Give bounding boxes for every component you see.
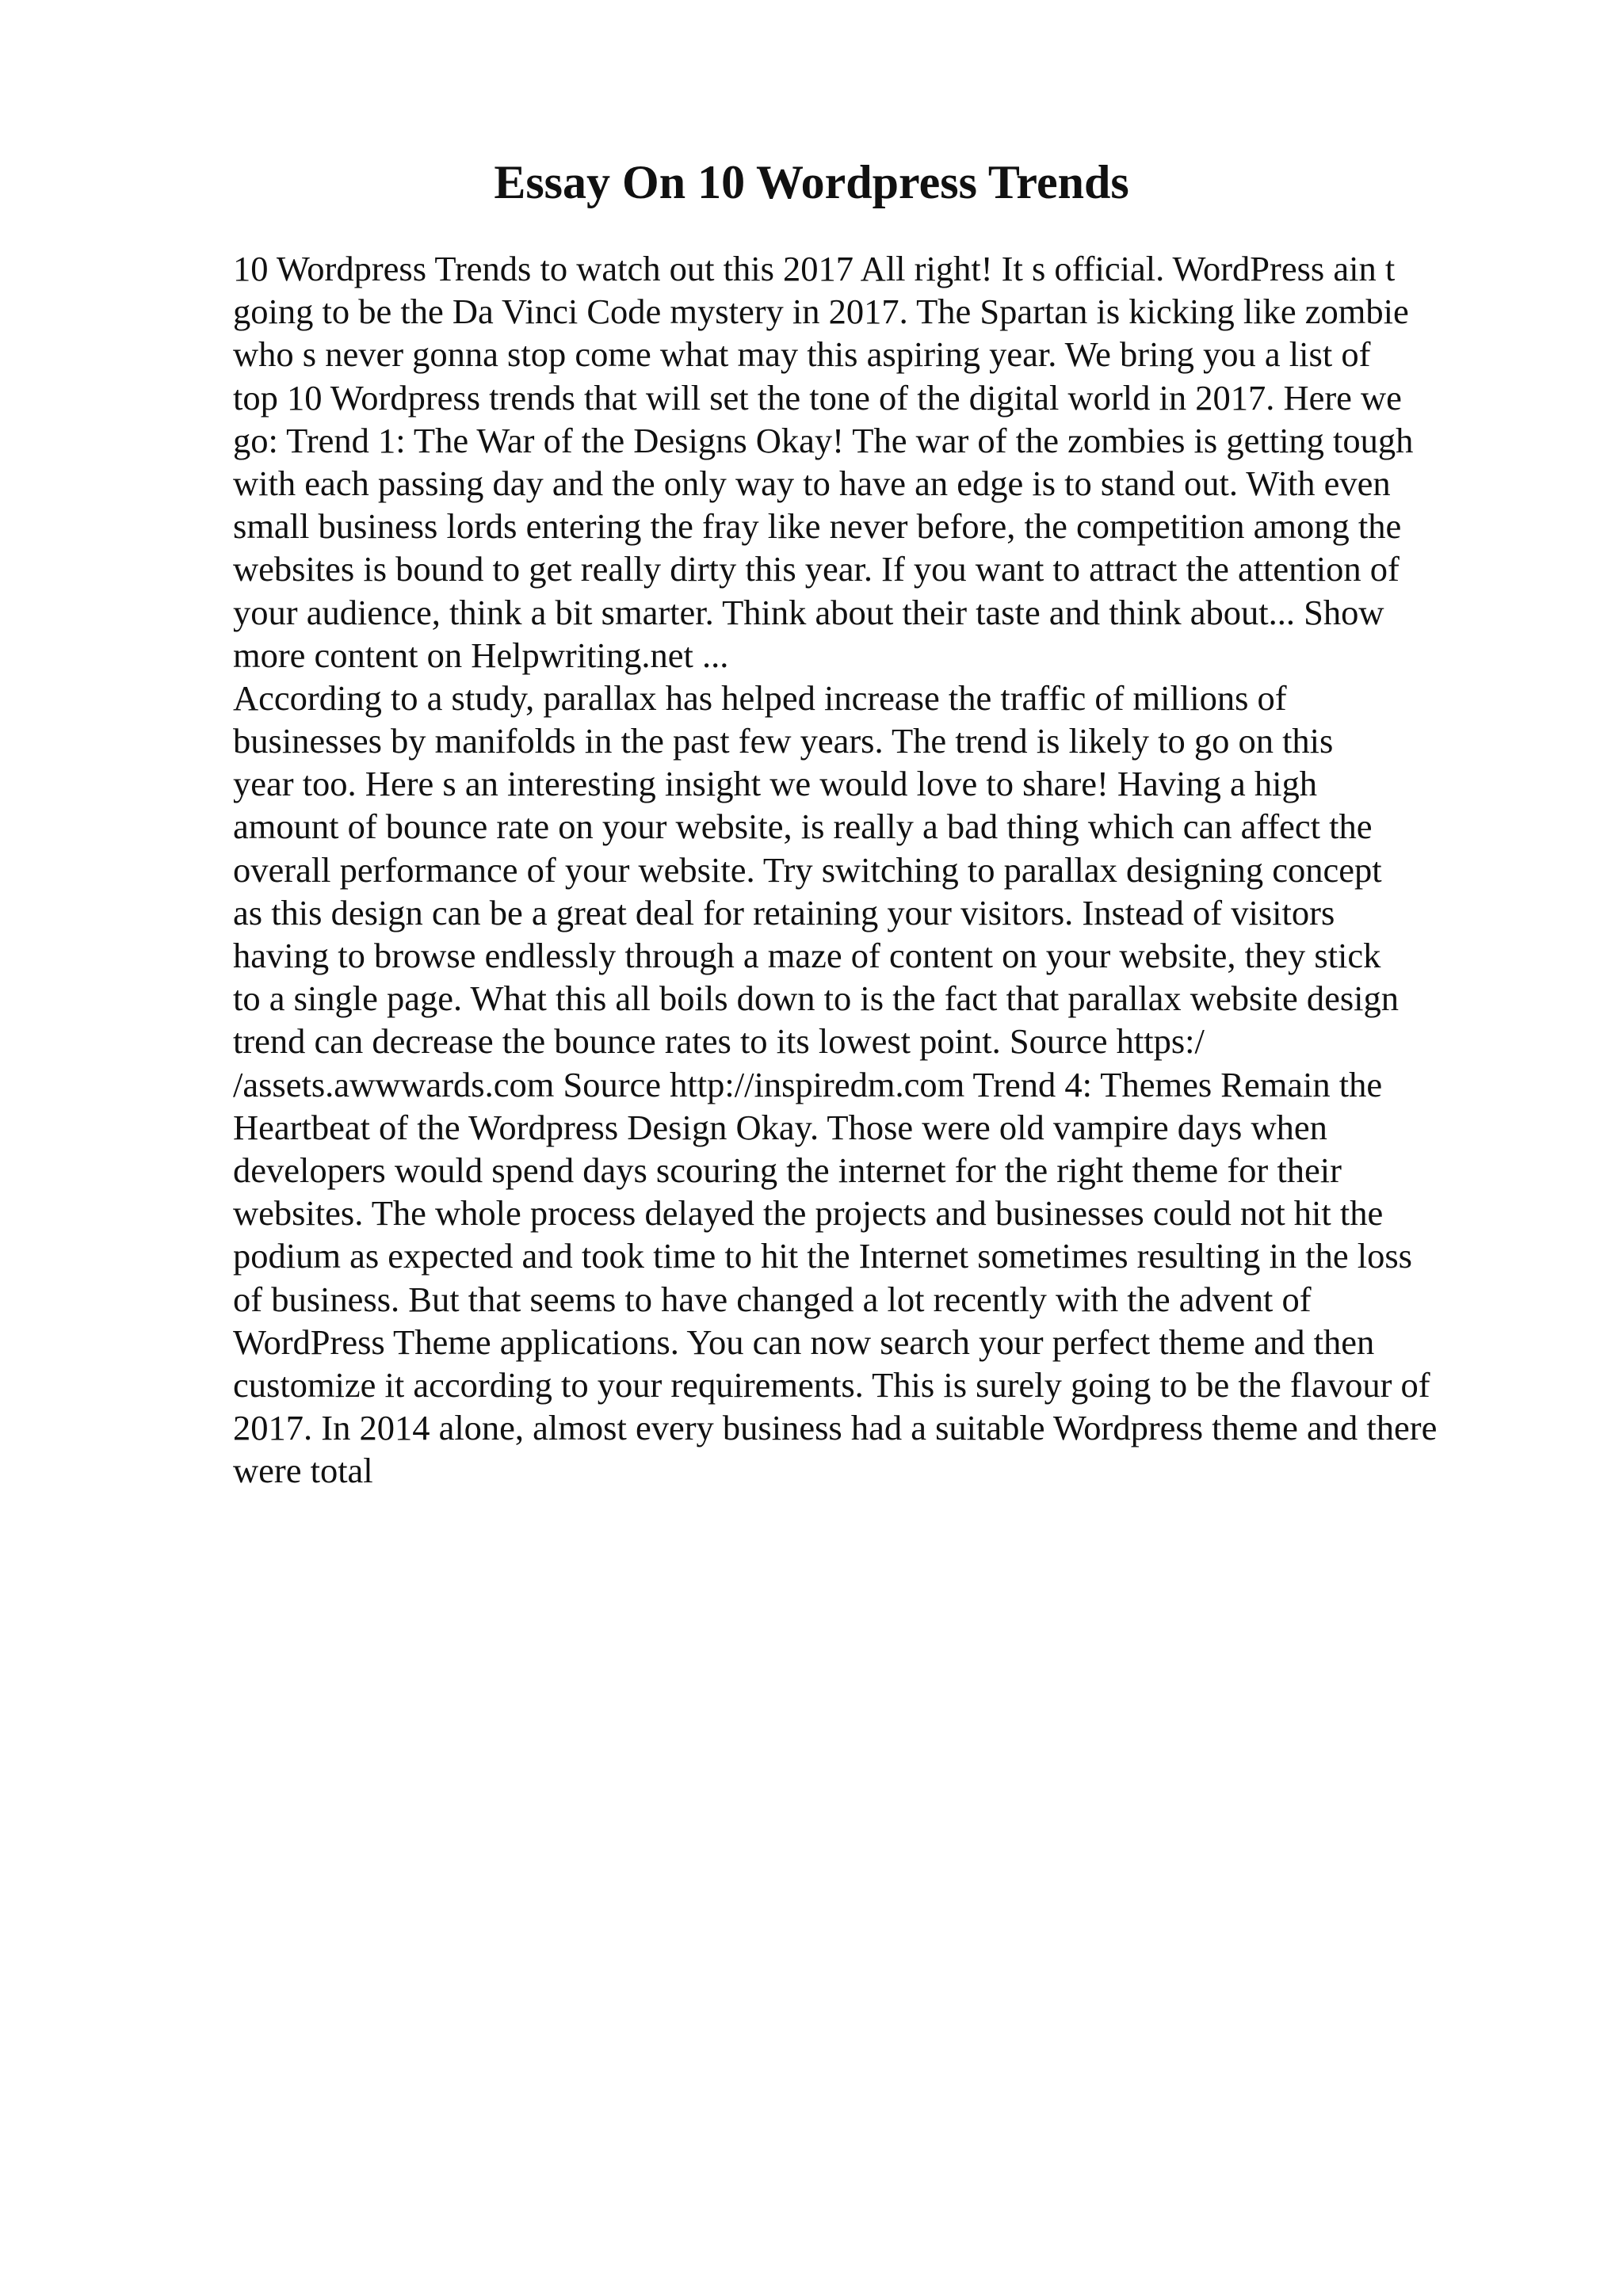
text-line: developers would spend days scouring the internet for the right theme for their [233, 1150, 1342, 1190]
text-line: more content on Helpwriting.net ... [233, 635, 729, 675]
text-line: overall performance of your website. Try switching to parallax designing concept [233, 849, 1382, 890]
text-line: year too. Here s an interesting insight we would love to share! Having a high [233, 764, 1318, 804]
text-line: who s never gonna stop come what may this aspiring year. We bring you a list of [233, 334, 1371, 375]
text-line: as this design can be a great deal for retaining your visitors. Instead of visitors [233, 892, 1335, 933]
text-line: were total [233, 1451, 373, 1491]
text-line: top 10 Wordpress trends that will set the tone of the digital world in 2017. Here we [233, 377, 1402, 418]
text-line: with each passing day and the only way to have an edge is to stand out. With even [233, 463, 1391, 503]
text-line: of business. But that seems to have changed a lot recently with the advent of [233, 1279, 1312, 1319]
text-line: 10 Wordpress Trends to watch out this 2017 All right! It s official. WordPress ain t [233, 249, 1396, 288]
text-line: amount of bounce rate on your website, is really a bad thing which can affect the [233, 807, 1373, 847]
text-line: trend can decrease the bounce rates to its lowest point. Source https:/ [233, 1021, 1205, 1062]
text-line: your audience, think a bit smarter. Think about their taste and think about... Show [233, 592, 1384, 632]
text-line: /assets.awwwards.com Source http://inspiredm.com Trend 4: Themes Remain the [233, 1064, 1383, 1104]
text-line: podium as expected and took time to hit the Internet sometimes resulting in the loss [233, 1236, 1412, 1276]
text-line: businesses by manifolds in the past few years. The trend is likely to go on this [233, 721, 1334, 761]
document-title: Essay On 10 Wordpress Trends [494, 156, 1129, 208]
text-line: websites. The whole process delayed the projects and businesses could not hit the [233, 1193, 1384, 1234]
text-line: websites is bound to get really dirty this year. If you want to attract the attention of [233, 549, 1400, 589]
text-line: having to browse endlessly through a maze of content on your website, they stick [233, 936, 1381, 975]
text-line: going to be the Da Vinci Code mystery in 2017. The Spartan is kicking like zombie [233, 292, 1409, 332]
text-line: According to a study, parallax has helped increase the traffic of millions of [233, 677, 1287, 718]
text-line: small business lords entering the fray like never before, the competition among the [233, 506, 1402, 547]
essay-body [233, 247, 1517, 1492]
text-line: Heartbeat of the Wordpress Design Okay. Those were old vampire days when [233, 1107, 1327, 1147]
text-line: customize it according to your requirements. This is surely going to be the flavour of [233, 1364, 1430, 1405]
text-line: to a single page. What this all boils down to is the fact that parallax website design [233, 978, 1400, 1019]
text-line: 2017. In 2014 alone, almost every business had a suitable Wordpress theme and there [233, 1408, 1438, 1448]
text-line: WordPress Theme applications. You can now search your perfect theme and then [233, 1322, 1375, 1362]
text-line: go: Trend 1: The War of the Designs Okay! The war of the zombies is getting tough [233, 420, 1414, 460]
